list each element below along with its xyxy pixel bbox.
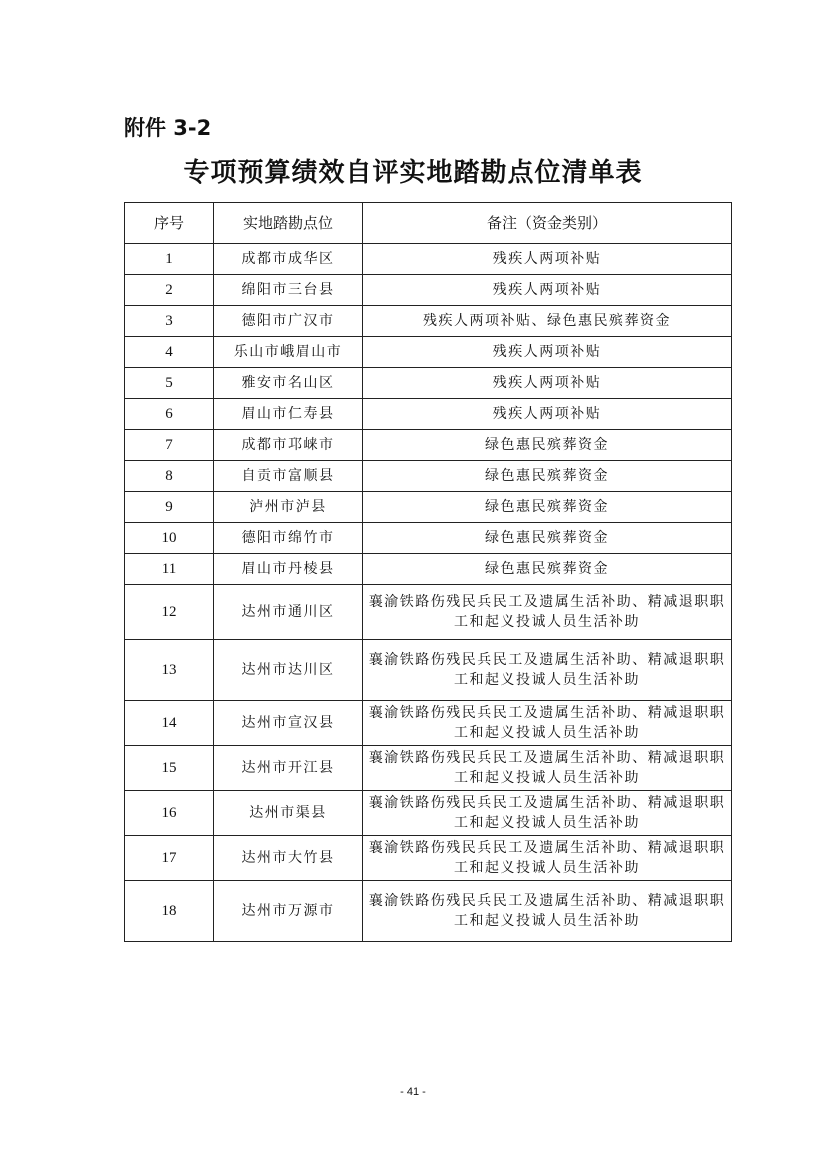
cell-note: 绿色惠民殡葬资金 <box>363 554 732 585</box>
table-row <box>125 640 732 701</box>
cell-location: 达州市宣汉县 <box>214 701 363 746</box>
cell-note: 绿色惠民殡葬资金 <box>363 523 732 554</box>
page-number: - 41 - <box>400 1086 426 1098</box>
cell-seq: 6 <box>125 399 214 430</box>
cell-seq: 4 <box>125 337 214 368</box>
table-row <box>125 836 732 881</box>
cell-location: 成都市邛崃市 <box>214 430 363 461</box>
table-body <box>125 244 732 942</box>
cell-seq: 2 <box>125 275 214 306</box>
table-row <box>125 585 732 640</box>
document-title: 专项预算绩效自评实地踏勘点位清单表 <box>183 158 643 188</box>
attachment-label: 附件 3-2 <box>124 116 212 140</box>
header-location: 实地踏勘点位 <box>214 203 363 244</box>
cell-location: 德阳市绵竹市 <box>214 523 363 554</box>
cell-note: 襄渝铁路伤残民兵民工及遗属生活补助、精减退职职工和起义投诚人员生活补助 <box>363 881 732 942</box>
cell-seq: 14 <box>125 701 214 746</box>
cell-note: 绿色惠民殡葬资金 <box>363 461 732 492</box>
table-row <box>125 275 732 306</box>
header-note: 备注（资金类别） <box>363 203 732 244</box>
cell-location: 眉山市仁寿县 <box>214 399 363 430</box>
cell-seq: 1 <box>125 244 214 275</box>
header-seq: 序号 <box>125 203 214 244</box>
cell-location: 达州市通川区 <box>214 585 363 640</box>
cell-seq: 9 <box>125 492 214 523</box>
table-row <box>125 244 732 275</box>
cell-note: 绿色惠民殡葬资金 <box>363 492 732 523</box>
cell-note: 残疾人两项补贴 <box>363 275 732 306</box>
cell-location: 达州市开江县 <box>214 746 363 791</box>
table-row <box>125 461 732 492</box>
table-row <box>125 337 732 368</box>
cell-note: 残疾人两项补贴 <box>363 244 732 275</box>
cell-location: 达州市达川区 <box>214 640 363 701</box>
table-row <box>125 881 732 942</box>
cell-location: 雅安市名山区 <box>214 368 363 399</box>
table-row <box>125 701 732 746</box>
cell-note: 残疾人两项补贴、绿色惠民殡葬资金 <box>363 306 732 337</box>
cell-location: 眉山市丹棱县 <box>214 554 363 585</box>
cell-seq: 3 <box>125 306 214 337</box>
cell-location: 达州市万源市 <box>214 881 363 942</box>
cell-seq: 8 <box>125 461 214 492</box>
table-row <box>125 399 732 430</box>
cell-note: 襄渝铁路伤残民兵民工及遗属生活补助、精减退职职工和起义投诚人员生活补助 <box>363 746 732 791</box>
cell-seq: 13 <box>125 640 214 701</box>
table-row <box>125 430 732 461</box>
cell-note: 残疾人两项补贴 <box>363 368 732 399</box>
cell-note: 襄渝铁路伤残民兵民工及遗属生活补助、精减退职职工和起义投诚人员生活补助 <box>363 640 732 701</box>
cell-note: 襄渝铁路伤残民兵民工及遗属生活补助、精减退职职工和起义投诚人员生活补助 <box>363 701 732 746</box>
cell-location: 自贡市富顺县 <box>214 461 363 492</box>
cell-location: 绵阳市三台县 <box>214 275 363 306</box>
cell-seq: 7 <box>125 430 214 461</box>
inspection-sites-table <box>124 202 732 942</box>
cell-note: 襄渝铁路伤残民兵民工及遗属生活补助、精减退职职工和起义投诚人员生活补助 <box>363 791 732 836</box>
cell-location: 德阳市广汉市 <box>214 306 363 337</box>
cell-location: 乐山市峨眉山市 <box>214 337 363 368</box>
cell-seq: 15 <box>125 746 214 791</box>
cell-note: 襄渝铁路伤残民兵民工及遗属生活补助、精减退职职工和起义投诚人员生活补助 <box>363 836 732 881</box>
cell-location: 达州市渠县 <box>214 791 363 836</box>
cell-location: 达州市大竹县 <box>214 836 363 881</box>
cell-note: 襄渝铁路伤残民兵民工及遗属生活补助、精减退职职工和起义投诚人员生活补助 <box>363 585 732 640</box>
cell-note: 残疾人两项补贴 <box>363 337 732 368</box>
table-row <box>125 746 732 791</box>
table-row <box>125 791 732 836</box>
cell-seq: 10 <box>125 523 214 554</box>
cell-seq: 16 <box>125 791 214 836</box>
cell-note: 绿色惠民殡葬资金 <box>363 430 732 461</box>
cell-location: 泸州市泸县 <box>214 492 363 523</box>
cell-seq: 12 <box>125 585 214 640</box>
table-row <box>125 492 732 523</box>
table-header-row <box>125 203 732 244</box>
table-row <box>125 306 732 337</box>
cell-seq: 17 <box>125 836 214 881</box>
cell-seq: 5 <box>125 368 214 399</box>
cell-seq: 11 <box>125 554 214 585</box>
table-row <box>125 554 732 585</box>
table-row <box>125 368 732 399</box>
cell-location: 成都市成华区 <box>214 244 363 275</box>
cell-note: 残疾人两项补贴 <box>363 399 732 430</box>
table-row <box>125 523 732 554</box>
cell-seq: 18 <box>125 881 214 942</box>
